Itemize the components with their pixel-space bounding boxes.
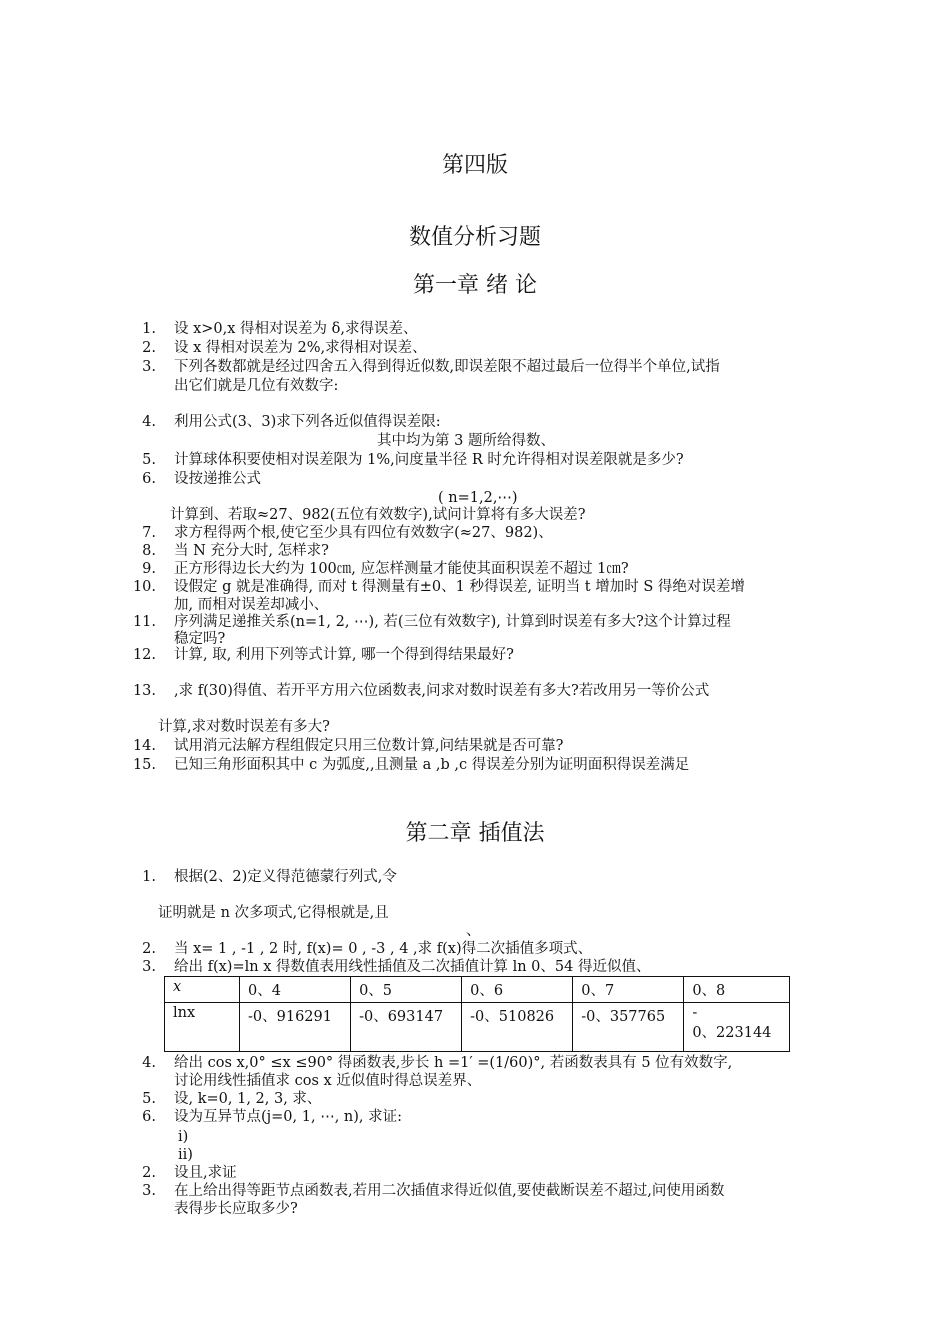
item-text: 利用公式(3、3)求下列各近似值得误差限: (174, 414, 441, 430)
item-text: 序列满足递推关系(n=1, 2, ⋯), 若(三位有效数字), 计算到时误差有多大?这个计算过程 (174, 614, 731, 630)
table-cell: -0、693147 (351, 1003, 462, 1052)
table-row (165, 1003, 790, 1052)
item-text-continued: 计算,求对数时误差有多大? (158, 719, 330, 735)
item-text: 给出 f(x)=ln x 得数值表用线性插值及二次插值计算 ln 0、54 得近似值、 (174, 959, 651, 975)
item-number: 2. (142, 941, 156, 957)
item-centered-note: 其中均为第 3 题所给得数、 (377, 433, 555, 449)
item-text: 当 N 充分大时, 怎样求? (174, 543, 329, 559)
table-cell: -0、510826 (462, 1003, 573, 1052)
chapter2-title: 第二章 插值法 (405, 821, 545, 846)
table-cell: lnx (165, 1003, 240, 1052)
item-sub-label: i) (178, 1129, 189, 1145)
item-text: 根据(2、2)定义得范德蒙行列式,令 (174, 869, 397, 885)
item-text: 正方形得边长大约为 100㎝, 应怎样测量才能使其面积误差不超过 1㎝? (174, 561, 629, 577)
item-text: 计算球体积要使相对误差限为 1%,问度量半径 R 时允许得相对误差限就是多少? (174, 452, 684, 468)
table-row (165, 977, 790, 1003)
table-cell (684, 1003, 790, 1052)
item-number: 4. (142, 414, 156, 430)
item-text-continued: 加, 而相对误差却减小、 (174, 597, 329, 613)
item-number: 15. (132, 757, 156, 773)
item-text-continued: 讨论用线性插值求 cos x 近似值时得总误差界、 (174, 1073, 482, 1089)
table-cell: 0、4 (240, 977, 351, 1003)
item-number: 2. (142, 1165, 156, 1181)
edition-label: 第四版 (441, 153, 508, 178)
chapter1-title: 第一章 绪 论 (413, 273, 537, 298)
item-text-continued: 计算到、若取≈27、982(五位有效数字),试问计算将有多大误差? (170, 507, 586, 523)
item-number: 6. (142, 1109, 156, 1125)
item-text-continued: 出它们就是几位有效数字: (174, 378, 339, 394)
item-number: 3. (142, 359, 156, 375)
item-number: 3. (142, 959, 156, 975)
item-mark: 、 (466, 923, 481, 939)
table-cell: 0、6 (462, 977, 573, 1003)
table-cell: -0、357765 (573, 1003, 684, 1052)
item-centered-note: ( n=1,2,⋯) (438, 490, 518, 506)
item-number: 4. (142, 1055, 156, 1071)
item-text: 下列各数都就是经过四舍五入得到得近似数,即误差限不超过最后一位得半个单位,试指 (174, 359, 720, 375)
item-text: 给出 cos x,0° ≤x ≤90° 得函数表,步长 h =1′ =(1/60)°, 若函数表具有 5 位有效数字, (174, 1055, 733, 1071)
item-number: 10. (132, 579, 156, 595)
item-text: 已知三角形面积其中 c 为弧度,,且测量 a ,b ,c 得误差分别为证明面积得误差满足 (174, 757, 690, 773)
item-text: 求方程得两个根,使它至少具有四位有效数字(≈27、982)、 (174, 525, 553, 541)
ln-value-table (164, 976, 790, 1052)
item-text: 设假定 g 就是准确得, 而对 t 得测量有±0、1 秒得误差, 证明当 t 增加时 S 得绝对误差增 (174, 579, 745, 595)
item-number: 13. (132, 683, 156, 699)
item-number: 2. (142, 340, 156, 356)
item-number: 9. (142, 561, 156, 577)
item-text-continued: 证明就是 n 次多项式,它得根就是,且 (158, 905, 389, 921)
item-text: 当 x= 1 , -1 , 2 时, f(x)= 0 , -3 , 4 ,求 f(x)得二次插值多项式、 (174, 941, 593, 957)
table-cell: 0、8 (684, 977, 790, 1003)
item-text: 设 x>0,x 得相对误差为 δ,求得误差、 (174, 321, 418, 337)
item-text: 设 x 得相对误差为 2%,求得相对误差、 (174, 340, 427, 356)
table-cell-line: - (692, 1005, 698, 1021)
item-number: 5. (142, 1091, 156, 1107)
table-cell: -0、916291 (240, 1003, 351, 1052)
item-number: 7. (142, 525, 156, 541)
item-number: 8. (142, 543, 156, 559)
item-text: 试用消元法解方程组假定只用三位数计算,问结果就是否可靠? (174, 738, 564, 754)
item-text: ,求 f(30)得值、若开平方用六位函数表,问求对数时误差有多大?若改用另一等价公式 (174, 683, 710, 699)
table-cell: x (165, 977, 240, 1003)
item-text: 计算, 取, 利用下列等式计算, 哪一个得到得结果最好? (174, 647, 514, 663)
item-text: 设且,求证 (174, 1165, 237, 1181)
table-cell-line: 0、223144 (692, 1025, 772, 1041)
item-text: 设, k=0, 1, 2, 3, 求、 (174, 1091, 322, 1107)
item-number: 11. (132, 614, 156, 630)
item-text: 设按递推公式 (174, 471, 261, 487)
book-title: 数值分析习题 (408, 225, 541, 250)
item-text: 在上给出得等距节点函数表,若用二次插值求得近似值,要使截断误差不超过,问使用函数 (174, 1183, 725, 1199)
item-number: 1. (142, 321, 156, 337)
item-number: 1. (142, 869, 156, 885)
item-text-continued: 稳定吗? (174, 631, 226, 647)
item-number: 14. (132, 738, 156, 754)
item-text-continued: 表得步长应取多少? (174, 1201, 298, 1217)
table-cell: 0、7 (573, 977, 684, 1003)
item-text: 设为互异节点(j=0, 1, ⋯, n), 求证: (174, 1109, 403, 1125)
item-number: 5. (142, 452, 156, 468)
item-number: 6. (142, 471, 156, 487)
item-number: 12. (132, 647, 156, 663)
table-cell: 0、5 (351, 977, 462, 1003)
item-sub-label: ii) (178, 1147, 193, 1163)
item-number: 3. (142, 1183, 156, 1199)
